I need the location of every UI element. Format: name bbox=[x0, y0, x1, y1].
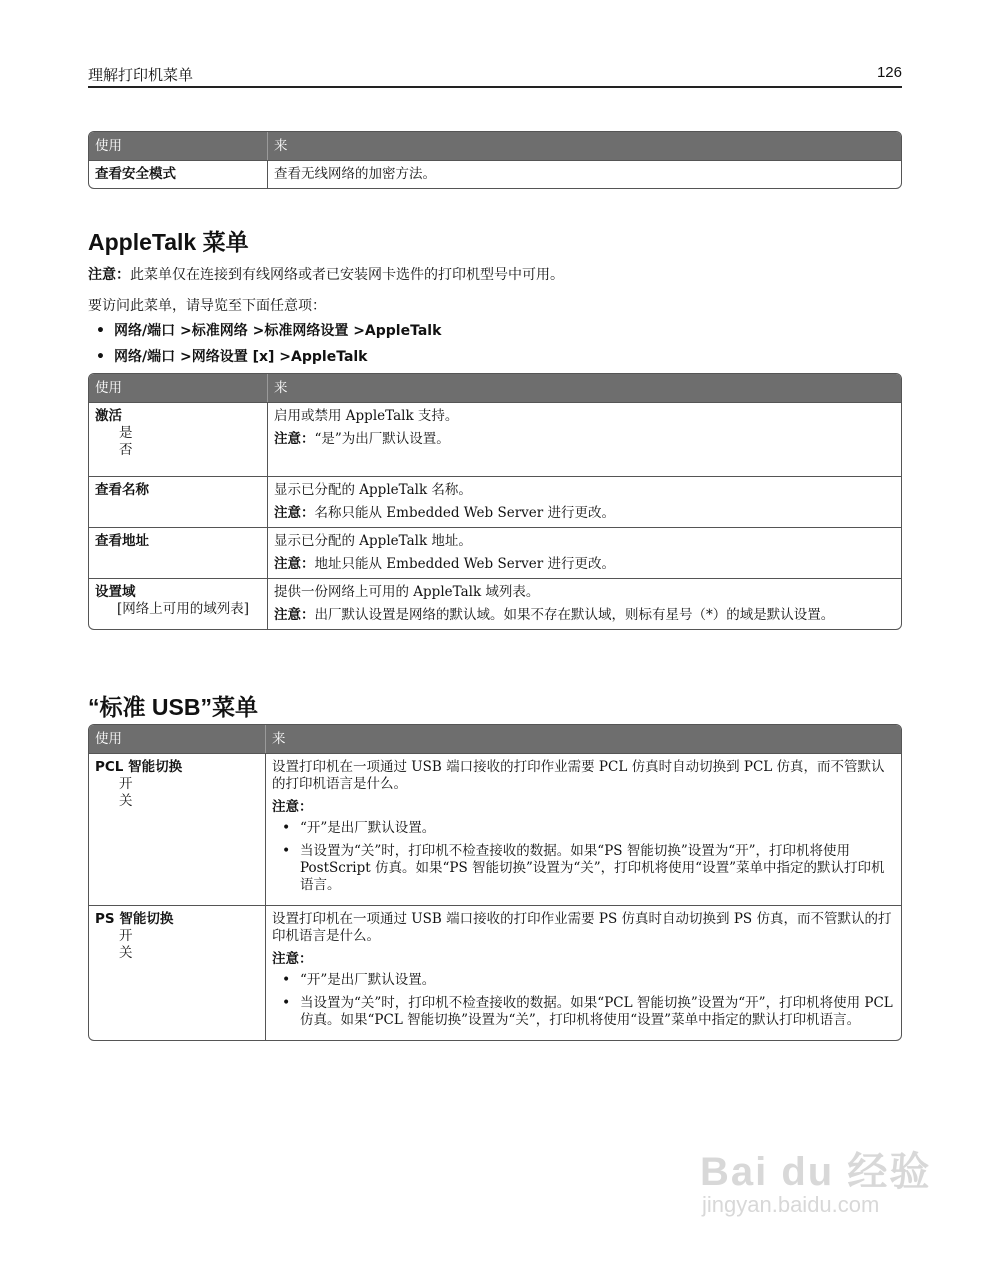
header-title: 理解打印机菜单 bbox=[88, 66, 194, 84]
menu-option: 开 bbox=[119, 776, 133, 792]
table-row bbox=[89, 753, 901, 905]
menu-item-note bbox=[274, 431, 895, 448]
page-number: 126 bbox=[876, 64, 902, 81]
menu-item-name: 查看名称 bbox=[89, 476, 268, 527]
menu-item-desc: 设置打印机在一项通过 USB 端口接收的打印作业需要 PS 仿真时自动切换到 PS 仿真，而不管默认的打印机语言是什么。 bbox=[272, 911, 892, 944]
menu-item-note bbox=[274, 607, 895, 624]
watermark-logo: Bai du 经验 bbox=[700, 1150, 932, 1194]
note-text: 名称只能从 Embedded Web Server 进行更改。 bbox=[314, 505, 616, 521]
nav-path-1 bbox=[96, 320, 441, 340]
table-row bbox=[89, 402, 901, 476]
note-list bbox=[272, 972, 895, 1029]
menu-item-desc-cell bbox=[268, 402, 901, 476]
menu-item-desc: 查看无线网络的加密方法。 bbox=[268, 160, 901, 188]
list-item: • 当设置为“关”时，打印机不检查接收的数据。如果“PCL 智能切换”设置为“开”，打印机将使用 PCL 仿真。如果“PCL 智能切换”设置为“关”，打印机将使用“设置”菜单中指定的默认打印机语言。 bbox=[300, 995, 895, 1029]
menu-item-desc-cell bbox=[266, 905, 901, 1040]
menu-option: 否 bbox=[119, 442, 133, 458]
usb-table bbox=[88, 724, 902, 1041]
col-header-purpose: 来 bbox=[268, 374, 901, 402]
menu-item-desc-cell bbox=[268, 476, 901, 527]
menu-item-name: 设置域 bbox=[95, 584, 136, 600]
menu-item-name: PS 智能切换 bbox=[95, 911, 174, 927]
list-item: • 当设置为“关”时，打印机不检查接收的数据。如果“PS 智能切换”设置为“开”，打印机将使用 PostScript 仿真。如果“PS 智能切换”设置为“关”，打印机将使用“设置”菜单中指定的默认打印机语言。 bbox=[300, 843, 895, 894]
menu-item-desc: 设置打印机在一项通过 USB 端口接收的打印作业需要 PCL 仿真时自动切换到 PCL 仿真，而不管默认的打印机语言是什么。 bbox=[272, 759, 885, 792]
watermark bbox=[700, 1140, 932, 1217]
menu-item-name: 激活 bbox=[95, 408, 122, 424]
note-label: 注意： bbox=[272, 799, 313, 815]
appletalk-note bbox=[88, 264, 564, 284]
menu-option: 关 bbox=[119, 945, 133, 961]
note-label: 注意： bbox=[274, 607, 315, 623]
note-text: 此菜单仅在连接到有线网络或者已安装网卡选件的打印机型号中可用。 bbox=[130, 267, 564, 283]
bullet-dot: • bbox=[96, 349, 105, 365]
menu-item-desc-cell bbox=[266, 753, 901, 905]
col-header-use: 使用 bbox=[89, 374, 268, 402]
menu-item-name: PCL 智能切换 bbox=[95, 759, 183, 775]
note-label: 注意： bbox=[272, 951, 313, 967]
col-header-purpose: 来 bbox=[266, 725, 901, 753]
access-instructions: 要访问此菜单，请导览至下面任意项： bbox=[88, 298, 326, 314]
menu-item-desc: 显示已分配的 AppleTalk 名称。 bbox=[274, 482, 472, 498]
wireless-security-table bbox=[88, 131, 902, 189]
table-header-row bbox=[89, 374, 901, 402]
nav-path-2 bbox=[96, 346, 368, 366]
menu-item-desc-cell bbox=[268, 527, 901, 578]
menu-item-name: 查看地址 bbox=[89, 527, 268, 578]
bullet-dot: • bbox=[96, 323, 105, 339]
table-row bbox=[89, 527, 901, 578]
appletalk-heading: AppleTalk 菜单 bbox=[88, 229, 249, 255]
list-item: • “开”是出厂默认设置。 bbox=[300, 972, 895, 989]
table-row bbox=[89, 160, 901, 188]
menu-item-desc: 显示已分配的 AppleTalk 地址。 bbox=[274, 533, 472, 549]
note-list bbox=[272, 820, 895, 894]
menu-option: 关 bbox=[119, 793, 133, 809]
menu-item-cell bbox=[89, 753, 266, 905]
col-header-purpose: 来 bbox=[268, 132, 901, 160]
appletalk-table bbox=[88, 373, 902, 630]
menu-item-cell bbox=[89, 578, 268, 629]
note-text: 出厂默认设置是网络的默认域。如果不存在默认域，则标有星号（*）的域是默认设置。 bbox=[314, 607, 835, 623]
note-label: 注意： bbox=[274, 431, 315, 447]
table-row bbox=[89, 476, 901, 527]
usb-heading: “标准 USB”菜单 bbox=[88, 694, 258, 720]
list-item: • “开”是出厂默认设置。 bbox=[300, 820, 895, 837]
col-header-use: 使用 bbox=[89, 725, 266, 753]
menu-item-cell bbox=[89, 905, 266, 1040]
table-row bbox=[89, 578, 901, 629]
menu-item-note bbox=[274, 505, 895, 522]
page-header bbox=[88, 64, 902, 88]
menu-item-name: 查看安全模式 bbox=[89, 160, 268, 188]
menu-option: [网络上可用的域列表] bbox=[117, 601, 250, 617]
note-label: 注意： bbox=[88, 267, 130, 283]
col-header-use: 使用 bbox=[89, 132, 268, 160]
table-header-row bbox=[89, 725, 901, 753]
watermark-url: jingyan.baidu.com bbox=[702, 1192, 880, 1217]
menu-item-note bbox=[274, 556, 895, 573]
nav-path-text: 网络/端口 >网络设置 [x] >AppleTalk bbox=[114, 349, 368, 365]
note-text: “是”为出厂默认设置。 bbox=[314, 431, 450, 447]
menu-item-cell bbox=[89, 402, 268, 476]
nav-path-text: 网络/端口 >标准网络 >标准网络设置 >AppleTalk bbox=[114, 323, 442, 339]
table-row bbox=[89, 905, 901, 1040]
menu-option: 是 bbox=[119, 425, 133, 441]
table-header-row bbox=[89, 132, 901, 160]
menu-item-desc: 提供一份网络上可用的 AppleTalk 域列表。 bbox=[274, 584, 540, 600]
note-label: 注意： bbox=[274, 505, 315, 521]
note-text: 地址只能从 Embedded Web Server 进行更改。 bbox=[314, 556, 616, 572]
note-label: 注意： bbox=[274, 556, 315, 572]
menu-item-desc-cell bbox=[268, 578, 901, 629]
menu-item-desc: 启用或禁用 AppleTalk 支持。 bbox=[274, 408, 459, 424]
menu-option: 开 bbox=[119, 928, 133, 944]
